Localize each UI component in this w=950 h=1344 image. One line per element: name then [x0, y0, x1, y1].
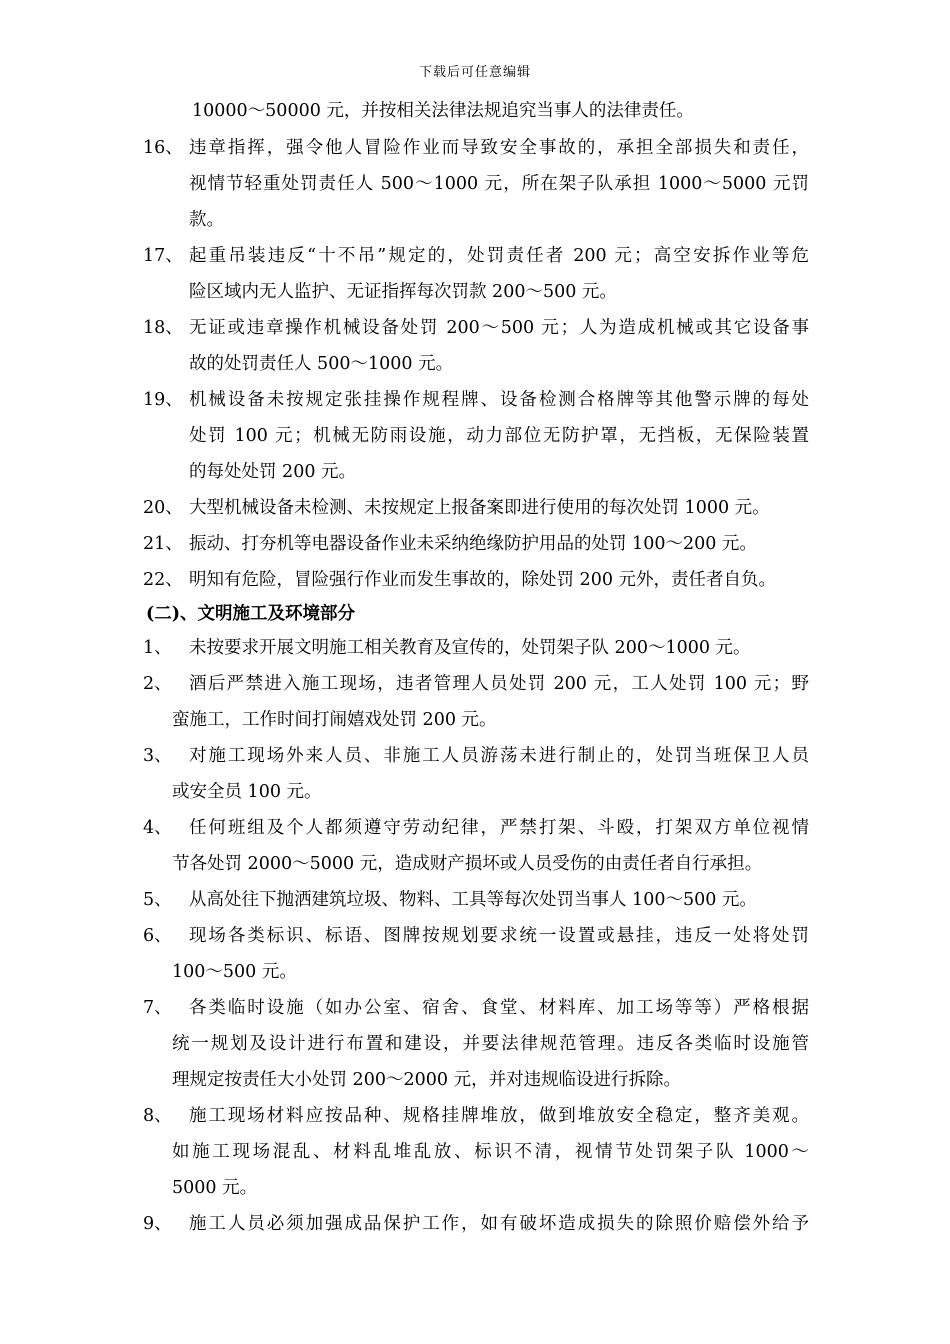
text-line: 无证或违章操作机械设备处罚 200～500 元；人为造成机械或其它设备事	[189, 318, 809, 338]
text-line: 统一规划及设计进行布置和建设，并要法律规范管理。违反各类临时设施管	[172, 1034, 809, 1054]
text-line: 施工现场材料应按品种、规格挂牌堆放，做到堆放安全稳定，整齐美观。	[189, 1106, 809, 1126]
item-number: 6、	[143, 926, 172, 946]
item-number: 22、	[143, 570, 183, 590]
text-line: 节各处罚 2000～5000 元，造成财产损坏或人员受伤的由责任者自行承担。	[172, 854, 763, 874]
text-line: 违章指挥，强令他人冒险作业而导致安全事故的，承担全部损失和责任，	[189, 138, 809, 158]
text-line: 起重吊装违反“十不吊”规定的，处罚责任者 200 元；高空安拆作业等危	[189, 246, 809, 266]
text-line: 任何班组及个人都须遵守劳动纪律，严禁打架、斗殴，打架双方单位视情	[189, 818, 809, 838]
item-number: 16、	[143, 138, 183, 158]
text-line: 振动、打夯机等电器设备作业未采纳绝缘防护用品的处罚 100～200 元。	[189, 534, 757, 554]
text-line: 明知有危险，冒险强行作业而发生事故的，除处罚 200 元外，责任者自负。	[189, 570, 777, 590]
item-number: 8、	[143, 1106, 172, 1126]
text-line: 对施工现场外来人员、非施工人员游荡未进行制止的，处罚当班保卫人员	[189, 746, 809, 766]
text-line: 各类临时设施（如办公室、宿舍、食堂、材料库、加工场等等）严格根据	[189, 998, 809, 1018]
item-number: 19、	[143, 390, 183, 410]
item-number: 17、	[143, 246, 183, 266]
item-number: 18、	[143, 318, 183, 338]
item-number: 20、	[143, 498, 183, 518]
item-number: 7、	[143, 998, 172, 1018]
text-line: 款。	[189, 210, 224, 230]
page-header: 下载后可任意编辑	[418, 65, 531, 80]
text-line: 或安全员 100 元。	[172, 782, 322, 802]
text-line: 100～500 元。	[172, 962, 297, 982]
text-line: 10000～50000 元，并按相关法律法规追究当事人的法律责任。	[192, 101, 694, 121]
item-number: 9、	[143, 1214, 172, 1234]
text-line: 蛮施工，工作时间打闹嬉戏处罚 200 元。	[172, 710, 497, 730]
text-line: 险区域内无人监护、无证指挥每次罚款 200～500 元。	[189, 282, 617, 302]
text-line: 理规定按责任大小处罚 200～2000 元，并对违规临设进行拆除。	[172, 1070, 682, 1090]
text-line: 故的处罚责任人 500～1000 元。	[189, 354, 454, 374]
item-number: 1、	[143, 638, 172, 658]
text-line: 酒后严禁进入施工现场，违者管理人员处罚 200 元，工人处罚 100 元；野	[189, 674, 809, 694]
text-line: 未按要求开展文明施工相关教育及宣传的，处罚架子队 200～1000 元。	[189, 638, 751, 658]
text-line: 施工人员必须加强成品保护工作，如有破坏造成损失的除照价赔偿外给予	[189, 1214, 809, 1234]
text-line: 处罚 100 元；机械无防雨设施，动力部位无防护罩，无挡板，无保险装置	[189, 426, 809, 446]
text-line: 视情节轻重处罚责任人 500～1000 元，所在架子队承担 1000～5000 元罚	[189, 174, 809, 194]
text-line: 现场各类标识、标语、图牌按规划要求统一设置或悬挂，违反一处将处罚	[189, 926, 809, 946]
text-line: 机械设备未按规定张挂操作规程牌、设备检测合格牌等其他警示牌的每处	[189, 390, 809, 410]
item-number: 2、	[143, 674, 172, 694]
text-line: 从高处往下抛洒建筑垃圾、物料、工具等每次处罚当事人 100～500 元。	[189, 890, 757, 910]
item-number: 5、	[143, 890, 172, 910]
section-heading: (二)、文明施工及环境部分	[146, 604, 356, 624]
item-number: 3、	[143, 746, 172, 766]
text-line: 的每处处罚 200 元。	[189, 462, 357, 482]
text-line: 5000 元。	[172, 1178, 258, 1198]
item-number: 4、	[143, 818, 172, 838]
text-line: 如施工现场混乱、材料乱堆乱放、标识不清，视情节处罚架子队 1000～	[172, 1142, 809, 1162]
text-line: 大型机械设备未检测、未按规定上报备案即进行使用的每次处罚 1000 元。	[189, 498, 770, 518]
item-number: 21、	[143, 534, 183, 554]
